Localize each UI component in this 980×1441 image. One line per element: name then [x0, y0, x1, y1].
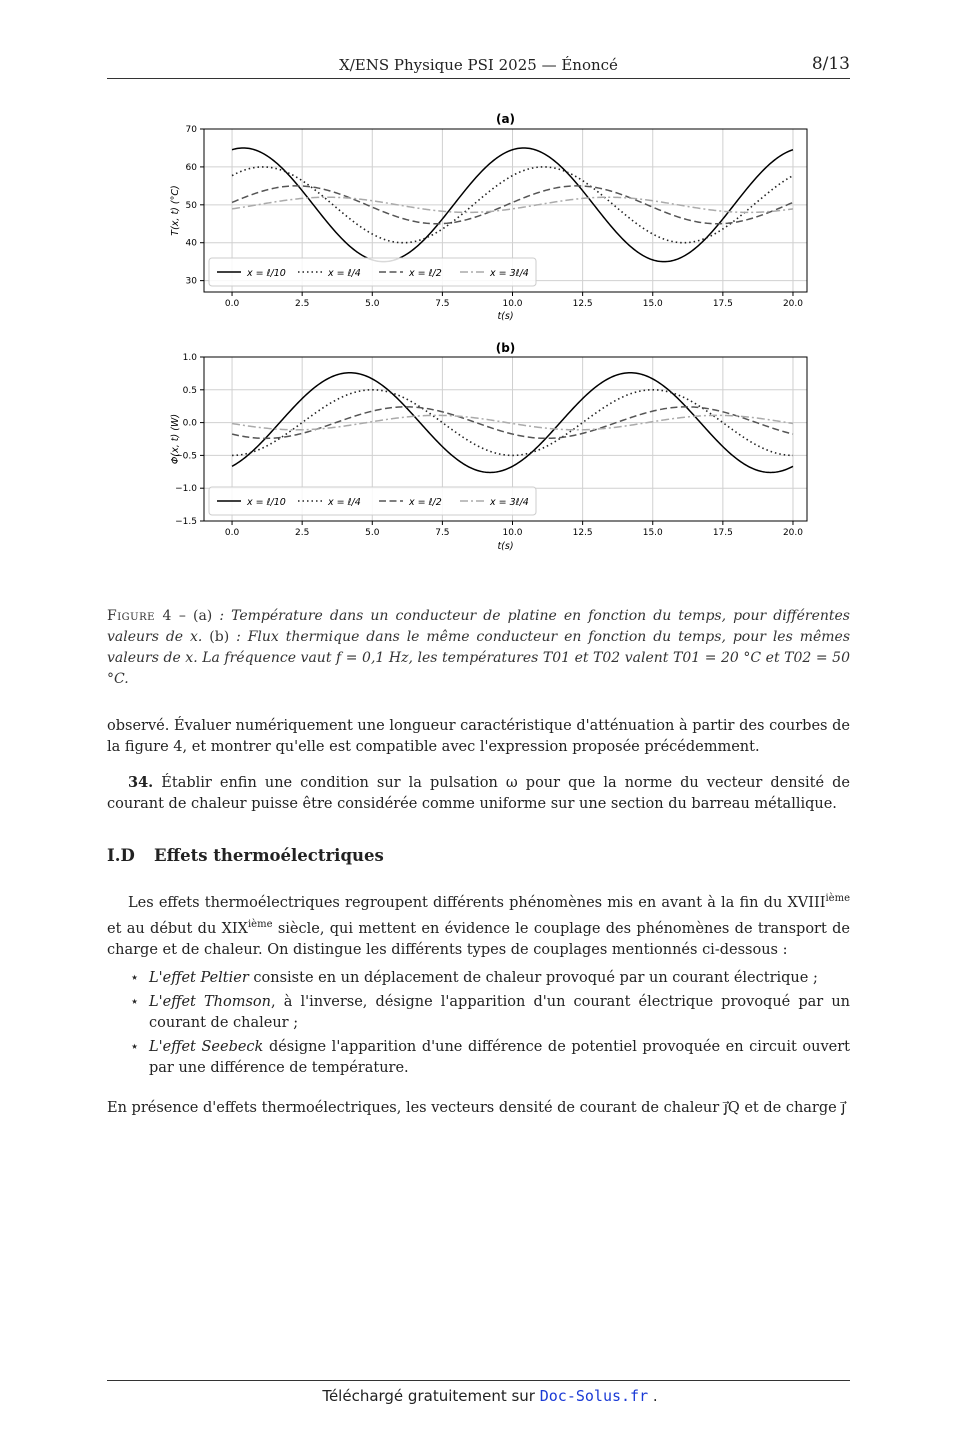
section-heading	[107, 846, 384, 865]
effect-name: L'effet Thomson	[149, 994, 271, 1010]
question-34	[107, 772, 850, 815]
legend-label: x = ℓ/2	[409, 497, 442, 508]
caption-label: Figure 4	[107, 608, 172, 624]
superscript-2: ième	[247, 918, 273, 930]
figure-4-charts	[0, 0, 980, 600]
effect-text: , à l'inverse, désigne l'apparition d'un courant électrique provoqué par un courant de chaleur ;	[149, 994, 850, 1031]
page-number: 8/13	[811, 54, 850, 74]
y-tick-label: 1.0	[182, 353, 197, 363]
x-tick-label: 2.5	[294, 299, 310, 309]
x-axis-label: t(s)	[497, 311, 514, 322]
question-number: 34.	[128, 774, 154, 791]
caption-a-text: : Température dans un conducteur de platine en fonction du temps, pour différentes valeurs de x.	[107, 608, 850, 645]
y-tick-label: −0.5	[175, 451, 197, 462]
legend-label: x = 3ℓ/4	[490, 497, 529, 508]
star-icon: ⋆	[130, 970, 140, 986]
x-tick-label: 20.0	[782, 299, 804, 309]
x-tick-label: 5.0	[365, 299, 380, 309]
y-tick-label: 0.0	[182, 418, 197, 429]
legend-label: x = ℓ/10	[247, 497, 286, 508]
x-tick-label: 17.5	[712, 528, 733, 538]
intro-text-1: Les effets thermoélectriques regroupent différents phénomènes mis en avant à la fin du XVIII	[128, 894, 826, 911]
chart-title: (b)	[495, 341, 516, 355]
x-tick-label: 10.0	[502, 528, 523, 538]
figure-caption	[107, 606, 850, 690]
y-tick-label: −1.5	[175, 517, 197, 527]
effect-name: L'effet Seebeck	[149, 1039, 264, 1055]
chart-b	[170, 341, 807, 552]
footer	[0, 1387, 980, 1405]
y-tick-label: 40	[185, 238, 197, 249]
footer-end: .	[648, 1387, 658, 1405]
chart-a	[170, 112, 807, 322]
legend-label: x = ℓ/4	[328, 497, 361, 508]
superscript-1: ième	[825, 893, 850, 904]
legend-label: x = ℓ/10	[247, 268, 286, 279]
x-tick-label: 12.5	[572, 299, 593, 309]
effect-text: consiste en un déplacement de chaleur provoqué par un courant électrique ;	[248, 970, 818, 986]
y-tick-label: 50	[185, 200, 197, 211]
caption-b: (b)	[209, 629, 230, 645]
x-tick-label: 5.0	[365, 528, 380, 538]
legend-label: x = ℓ/2	[409, 268, 442, 279]
x-tick-label: 0.0	[224, 528, 240, 538]
caption-b-text: : Flux thermique dans le même conducteur en fonction du temps, pour les mêmes valeurs de x. La fréquence vaut f = 0,1 Hz, les températures T01 et T02 valent T01 = 20 °C et T02 = 50 °C.	[107, 629, 851, 687]
x-tick-label: 15.0	[642, 528, 663, 538]
y-tick-label: 60	[185, 162, 197, 173]
paragraph-observe: observé. Évaluer numériquement une longueur caractéristique d'atténuation à partir des courbes de la figure 4, et montrer qu'elle est compatible avec l'expression proposée précédemment.	[107, 718, 850, 755]
caption-a: (a)	[192, 608, 213, 624]
x-tick-label: 17.5	[712, 299, 733, 309]
x-tick-label: 7.5	[435, 299, 450, 309]
x-tick-label: 12.5	[572, 528, 593, 538]
section-title: Effets thermoélectriques	[154, 846, 384, 865]
caption-dash: –	[171, 608, 193, 624]
star-icon: ⋆	[130, 994, 140, 1010]
effect-text: désigne l'apparition d'une différence de potentiel provoquée en circuit ouvert par une différence de température.	[149, 1039, 850, 1076]
question-text: Établir enfin une condition sur la pulsation ω pour que la norme du vecteur densité de courant de chaleur puisse être considérée comme uniforme sur une section du barreau métallique.	[107, 775, 850, 812]
x-tick-label: 0.0	[224, 299, 240, 309]
intro-text-2: et au début du XIX	[107, 920, 248, 937]
y-tick-label: 0.5	[182, 385, 197, 396]
effects-list	[130, 968, 850, 1082]
paragraph-intro	[107, 888, 850, 961]
chart-title: (a)	[495, 112, 516, 126]
y-tick-label: 70	[185, 125, 197, 135]
x-axis-label: t(s)	[497, 541, 514, 552]
list-item	[130, 992, 850, 1034]
section-number: I.D	[107, 846, 135, 865]
x-tick-label: 20.0	[782, 528, 804, 538]
x-tick-label: 15.0	[642, 299, 663, 309]
y-axis-label: T(x, t) (°C)	[170, 185, 181, 236]
x-tick-label: 2.5	[294, 528, 310, 538]
x-tick-label: 7.5	[435, 528, 450, 538]
footer-text: Téléchargé gratuitement sur	[322, 1387, 540, 1405]
effect-name: L'effet Peltier	[149, 970, 249, 986]
list-item	[130, 1037, 850, 1079]
y-tick-label: 30	[185, 276, 197, 287]
legend-label: x = 3ℓ/4	[490, 268, 529, 279]
paragraph-final: En présence d'effets thermoélectriques, les vecteurs densité de courant de chaleur j⃗Q et de charge j⃗	[107, 1100, 846, 1116]
intro-text-3: siècle, qui mettent en évidence le couplage des phénomènes de transport de charge et de chaleur. On distingue les différents types de couplages mentionnés ci-dessous :	[107, 920, 850, 958]
legend-label: x = ℓ/4	[328, 268, 361, 279]
footer-divider	[107, 1380, 850, 1381]
y-axis-label: Φ(x, t) (W)	[170, 413, 181, 465]
list-item	[130, 968, 850, 989]
y-tick-label: −1.0	[175, 484, 197, 495]
footer-link[interactable]: Doc-Solus.fr	[539, 1387, 649, 1405]
header-title: X/ENS Physique PSI 2025 — Énoncé	[339, 56, 618, 74]
x-tick-label: 10.0	[502, 299, 523, 309]
star-icon: ⋆	[130, 1039, 140, 1055]
